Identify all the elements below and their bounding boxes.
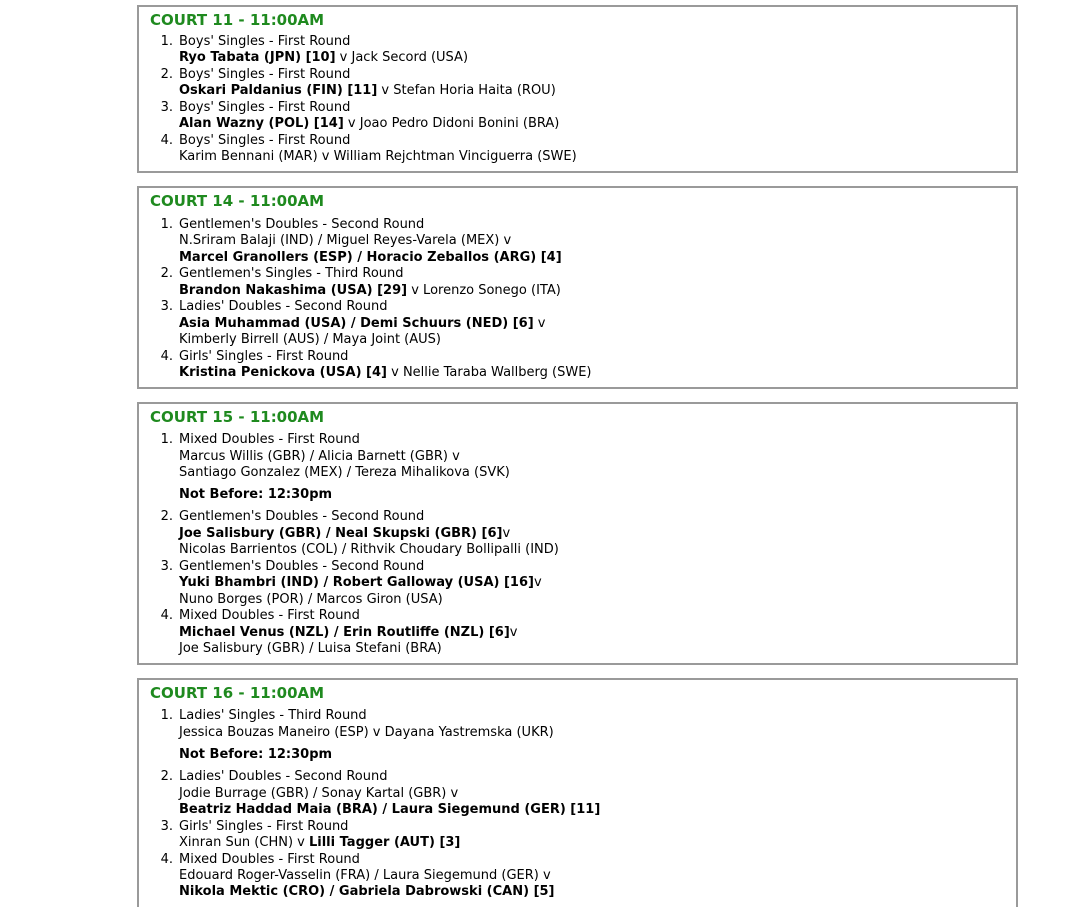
court-11-panel bbox=[137, 5, 1018, 173]
opponent: v Joao Pedro Didoni Bonini (BRA) bbox=[343, 116, 560, 131]
opponent: v Stefan Horia Haita (ROU) bbox=[377, 83, 556, 98]
match-number: 1. bbox=[160, 432, 173, 447]
match-players bbox=[179, 575, 542, 591]
match-event: Ladies' Doubles - Second Round bbox=[179, 299, 388, 314]
court-title: COURT 16 - 11:00AM bbox=[150, 684, 325, 702]
opponent: v Jack Secord (USA) bbox=[335, 50, 469, 65]
match-players: Santiago Gonzalez (MEX) / Tereza Mihalikova (SVK) bbox=[179, 465, 510, 480]
match-number: 4. bbox=[160, 852, 173, 867]
not-before-notice: Not Before: 12:30pm bbox=[179, 747, 333, 762]
match-players bbox=[179, 50, 468, 66]
match-event: Ladies' Singles - Third Round bbox=[179, 708, 367, 723]
match-players bbox=[179, 625, 518, 641]
match-players: Joe Salisbury (GBR) / Luisa Stefani (BRA) bbox=[179, 641, 442, 656]
match-players bbox=[179, 316, 546, 332]
match-number: 4. bbox=[160, 349, 173, 364]
match-players bbox=[179, 83, 556, 99]
match-players bbox=[179, 283, 561, 299]
seeded-player: Asia Muhammad (USA) / Demi Schuurs (NED) [6] bbox=[179, 316, 534, 331]
match-players bbox=[179, 365, 591, 381]
seeded-player: Michael Venus (NZL) / Erin Routliffe (NZL) [6] bbox=[179, 625, 510, 640]
seeded-player: Kristina Penickova (USA) [4] bbox=[179, 365, 387, 380]
match-number: 4. bbox=[160, 608, 173, 623]
match-players: Beatriz Haddad Maia (BRA) / Laura Siegemund (GER) [11] bbox=[179, 802, 601, 817]
seeded-player: Yuki Bhambri (IND) / Robert Galloway (USA) [16] bbox=[179, 575, 534, 590]
opponent: v bbox=[509, 625, 518, 640]
match-players: Kimberly Birrell (AUS) / Maya Joint (AUS) bbox=[179, 332, 441, 347]
match-number: 2. bbox=[160, 769, 173, 784]
seeded-player: Brandon Nakashima (USA) [29] bbox=[179, 283, 408, 298]
match-event: Boys' Singles - First Round bbox=[179, 133, 351, 148]
match-event: Girls' Singles - First Round bbox=[179, 349, 349, 364]
match-event: Boys' Singles - First Round bbox=[179, 34, 351, 49]
seeded-player: Oskari Paldanius (FIN) [11] bbox=[179, 83, 378, 98]
match-event: Gentlemen's Doubles - Second Round bbox=[179, 217, 425, 232]
match-number: 2. bbox=[160, 67, 173, 82]
court-title: COURT 15 - 11:00AM bbox=[150, 408, 325, 426]
match-players: Karim Bennani (MAR) v William Rejchtman Vinciguerra (SWE) bbox=[179, 149, 577, 164]
opponent: v bbox=[533, 575, 542, 590]
match-event: Mixed Doubles - First Round bbox=[179, 432, 360, 447]
seeded-player: Joe Salisbury (GBR) / Neal Skupski (GBR) [6] bbox=[179, 526, 503, 541]
match-event: Mixed Doubles - First Round bbox=[179, 608, 360, 623]
match-event: Mixed Doubles - First Round bbox=[179, 852, 360, 867]
match-players: Nikola Mektic (CRO) / Gabriela Dabrowski (CAN) [5] bbox=[179, 884, 555, 899]
match-event: Ladies' Doubles - Second Round bbox=[179, 769, 388, 784]
match-number: 3. bbox=[160, 819, 173, 834]
match-number: 3. bbox=[160, 100, 173, 115]
match-event: Gentlemen's Doubles - Second Round bbox=[179, 559, 425, 574]
match-players: Nuno Borges (POR) / Marcos Giron (USA) bbox=[179, 592, 443, 607]
match-players: Jodie Burrage (GBR) / Sonay Kartal (GBR) v bbox=[179, 786, 459, 801]
match-players bbox=[179, 116, 559, 132]
match-players: Edouard Roger-Vasselin (FRA) / Laura Siegemund (GER) v bbox=[179, 868, 551, 883]
opponent: v bbox=[502, 526, 511, 541]
match-number: 1. bbox=[160, 34, 173, 49]
match-players: Marcus Willis (GBR) / Alicia Barnett (GBR) v bbox=[179, 449, 460, 464]
court-title: COURT 14 - 11:00AM bbox=[150, 192, 325, 210]
court-title: COURT 11 - 11:00AM bbox=[150, 11, 325, 29]
match-event: Boys' Singles - First Round bbox=[179, 100, 351, 115]
match-event: Girls' Singles - First Round bbox=[179, 819, 349, 834]
match-number: 2. bbox=[160, 266, 173, 281]
match-players: Marcel Granollers (ESP) / Horacio Zeballos (ARG) [4] bbox=[179, 250, 562, 265]
seeded-player: Lilli Tagger (AUT) [3] bbox=[308, 835, 461, 850]
match-players: Nicolas Barrientos (COL) / Rithvik Choudary Bollipalli (IND) bbox=[179, 542, 559, 557]
opponent: v Nellie Taraba Wallberg (SWE) bbox=[386, 365, 592, 380]
court-16-panel bbox=[137, 678, 1018, 907]
match-number: 1. bbox=[160, 217, 173, 232]
match-event: Gentlemen's Doubles - Second Round bbox=[179, 509, 425, 524]
opponent: Xinran Sun (CHN) v bbox=[179, 835, 309, 850]
seeded-player: Alan Wazny (POL) [14] bbox=[179, 116, 344, 131]
not-before-notice: Not Before: 12:30pm bbox=[179, 487, 333, 502]
match-players bbox=[179, 835, 460, 851]
match-number: 3. bbox=[160, 559, 173, 574]
match-players: N.Sriram Balaji (IND) / Miguel Reyes-Varela (MEX) v bbox=[179, 233, 512, 248]
match-players: Jessica Bouzas Maneiro (ESP) v Dayana Yastremska (UKR) bbox=[179, 725, 554, 740]
match-number: 4. bbox=[160, 133, 173, 148]
match-number: 2. bbox=[160, 509, 173, 524]
match-event: Gentlemen's Singles - Third Round bbox=[179, 266, 404, 281]
court-14-panel bbox=[137, 186, 1018, 389]
seeded-player: Ryo Tabata (JPN) [10] bbox=[179, 50, 336, 65]
match-players bbox=[179, 526, 510, 542]
match-event: Boys' Singles - First Round bbox=[179, 67, 351, 82]
match-number: 3. bbox=[160, 299, 173, 314]
opponent: v bbox=[533, 316, 546, 331]
court-15-panel bbox=[137, 402, 1018, 665]
opponent: v Lorenzo Sonego (ITA) bbox=[407, 283, 561, 298]
match-number: 1. bbox=[160, 708, 173, 723]
